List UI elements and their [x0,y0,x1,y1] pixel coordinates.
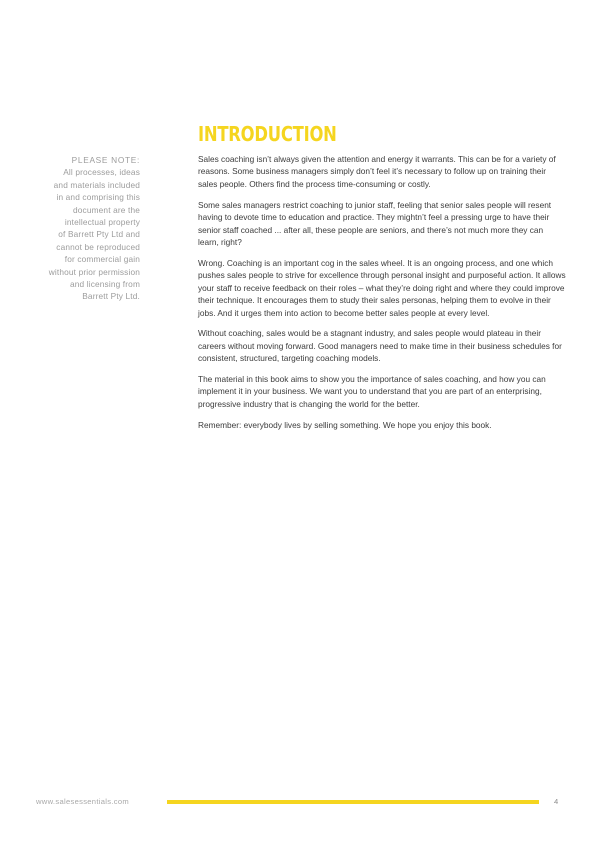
note-line: of Barrett Pty Ltd and [58,229,140,240]
paragraph: The material in this book aims to show you the importance of sales coaching, and how you can implement it in your business. We want you to understand that you are part of an enterprising, progressive industry that is changing the world for the better. [198,373,546,409]
note-line: and licensing from [69,279,140,290]
footer-url: www.salesessentials.com [36,797,129,806]
note-line: for commercial gain [64,254,140,265]
paragraph: Wrong. Coaching is an important cog in the sales wheel. It is an ongoing process, and one which pushes sales people to strive for excellence through personal insight and purposeful action. It allows your staff to receive feedback on their roles – what they’re doing right and where they could improve their technique. It encourages them to study their sales personas, helping them to evolve in their jobs. And it urges them into action to become better sales people at every level. [198,257,566,318]
page-number: 4 [554,797,559,806]
note-line: without prior permission [48,266,140,277]
note-line: cannot be reproduced [56,241,140,252]
paragraph: Some sales managers restrict coaching to junior staff, feeling that senior sales people will resent having to devote time to education and practice. They mightn’t feel a pressing urge to have their senior staff coached ... after all, these people are seniors, and there’s not much more they can learn, right? [198,199,552,248]
note-heading: PLEASE NOTE: [71,155,140,165]
paragraph: Without coaching, sales would be a stagnant industry, and sales people would plateau in their careers without moving forward. Good managers need to make time in their business schedules for consistent, structured, targeting coaching models. [198,328,562,364]
paragraph: Remember: everybody lives by selling something. We hope you enjoy this book. [198,419,492,430]
note-line: and materials included [53,179,140,190]
page-title: INTRODUCTION [198,122,337,146]
note-line: Barrett Pty Ltd. [82,291,140,302]
note-line: in and comprising this [56,192,140,203]
note-line: intellectual property [64,217,140,228]
note-line: document are the [73,204,140,215]
sidebar-note [24,154,140,303]
footer-divider [167,800,539,804]
paragraph: Sales coaching isn’t always given the attention and energy it warrants. This can be for a variety of reasons. Some business managers simply don’t feel it’s necessary to follow up on training their sales people. Others find the process time-consuming or costly. [198,154,556,189]
body-text [198,153,566,439]
note-line: All processes, ideas [63,167,140,178]
